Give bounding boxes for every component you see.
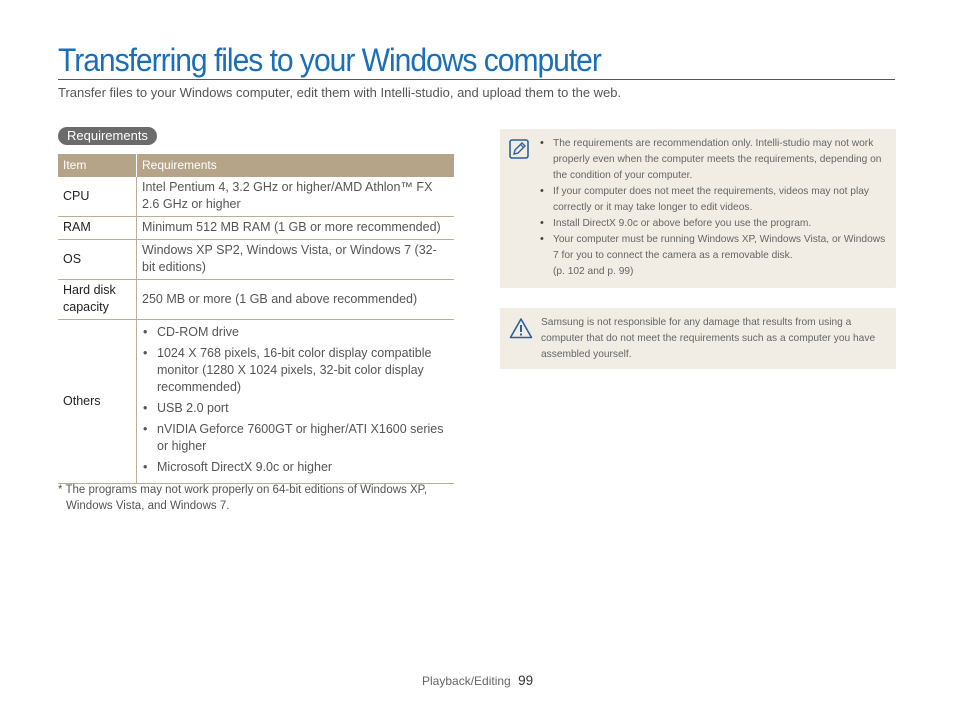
list-item: • Microsoft DirectX 9.0c or higher: [142, 459, 449, 476]
note-pencil-icon: [509, 139, 529, 159]
warning-box: [500, 308, 896, 369]
page-subtitle: Transfer files to your Windows computer, edit them with Intelli-studio, and upload them to the web.: [58, 85, 622, 100]
table-footnote: [58, 483, 454, 514]
page-reference: (p. 102 and p. 99): [553, 265, 634, 277]
requirements-label: Requirements: [58, 127, 157, 145]
table-row: [58, 240, 454, 280]
row-item-cpu: CPU: [58, 177, 137, 217]
row-value-hard-disk: 250 MB or more (1 GB and above recommended): [137, 280, 455, 320]
warning-text: Samsung is not responsible for any damage that results from using a computer that do not meet the requirements such as a computer you have assembled yourself.: [541, 317, 876, 360]
row-item-others: Others: [58, 320, 137, 484]
row-item-ram: RAM: [58, 217, 137, 240]
list-item: • The requirements are recommendation only. Intelli-studio may not work properly even when the computer meets the requirements, depending on the condition of your computer.: [540, 136, 890, 183]
table-header-requirements: Requirements: [137, 154, 455, 177]
page-title: Transferring files to your Windows computer: [58, 42, 601, 78]
list-item: • USB 2.0 port: [142, 400, 449, 417]
note-box: [500, 129, 896, 288]
row-item-os: OS: [58, 240, 137, 280]
row-item-hard-disk: Hard disk capacity: [58, 280, 137, 320]
list-item: • CD-ROM drive: [142, 324, 449, 341]
list-item: • nVIDIA Geforce 7600GT or higher/ATI X1600 series or higher: [142, 421, 449, 455]
table-row: [58, 320, 454, 484]
list-item: • Install DirectX 9.0c or above before you use the program.: [540, 216, 890, 232]
warning-triangle-icon: [509, 317, 533, 339]
table-row: [58, 177, 454, 217]
table-row: [58, 217, 454, 240]
row-value-others: [137, 320, 455, 484]
page-footer: [422, 673, 533, 688]
row-value-cpu: Intel Pentium 4, 3.2 GHz or higher/AMD Athlon™ FX 2.6 GHz or higher: [137, 177, 455, 217]
others-list: [142, 324, 449, 476]
requirements-table: [58, 154, 454, 484]
footnote-line: * The programs may not work properly on 64-bit editions of Windows XP,: [58, 484, 428, 496]
list-item: [540, 232, 890, 279]
table-row: [58, 280, 454, 320]
table-header-row: [58, 154, 454, 177]
note-list: [540, 136, 890, 280]
title-divider: [58, 79, 895, 80]
table-header-item: Item: [58, 154, 137, 177]
footnote-line: Windows Vista, and Windows 7.: [66, 499, 230, 512]
list-item: • 1024 X 768 pixels, 16-bit color display compatible monitor (1280 X 1024 pixels, 32-bit color display recommended): [142, 345, 449, 396]
list-item: • If your computer does not meet the requirements, videos may not play correctly or it may take longer to edit videos.: [540, 184, 890, 216]
row-value-os: Windows XP SP2, Windows Vista, or Windows 7 (32-bit editions): [137, 240, 455, 280]
note-text: Your computer must be running Windows XP, Windows Vista, or Windows 7 for you to connect the camera as a removable disk.: [553, 234, 886, 262]
footer-section: Playback/Editing: [422, 674, 511, 688]
page-number: 99: [518, 673, 534, 688]
row-value-ram: Minimum 512 MB RAM (1 GB or more recommended): [137, 217, 455, 240]
